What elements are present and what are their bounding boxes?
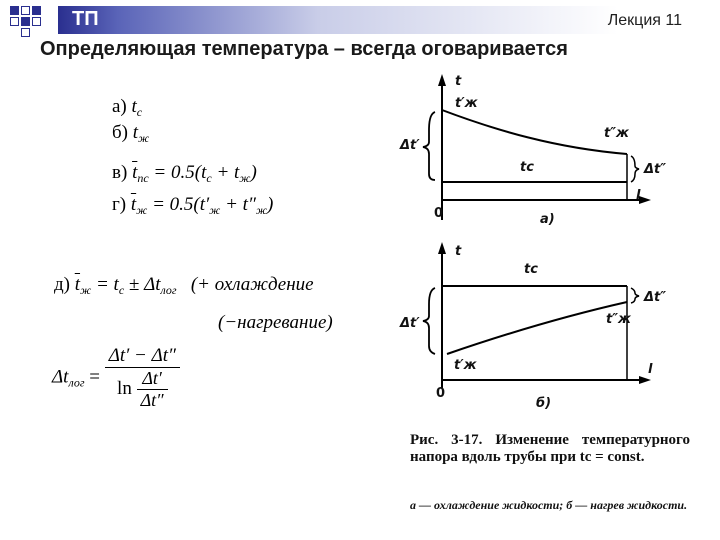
figure-caption-sub: а — охлаждение жидкости; б — нагрев жидкости.: [410, 498, 688, 512]
fig-b-origin: 0: [436, 386, 446, 401]
fig-a-t-in: t′ж: [455, 96, 478, 111]
fig-b-dt-in: Δt′: [400, 316, 420, 331]
header-bar: [58, 6, 688, 34]
fig-a-t-out: t″ж: [604, 126, 629, 141]
fig-a-l-axis: l: [636, 188, 641, 203]
section-title: ТП: [72, 8, 99, 30]
fig-a-label: а): [540, 212, 555, 227]
figure-b: [395, 238, 695, 408]
fig-a-origin: 0: [434, 206, 444, 221]
formula-v: в) $\overline{t}_{пс} = 0.5(t_c + t_ж)$: [112, 162, 257, 185]
page-title: Определяющая температура – всегда оговаривается: [40, 38, 568, 60]
fig-b-t-out: t″ж: [606, 312, 631, 327]
formula-a: а) $t_c$: [112, 96, 143, 119]
fig-b-dt-out: Δt″: [644, 290, 667, 305]
fig-a-wall: tс: [520, 160, 534, 175]
fluid-curve: [447, 302, 627, 354]
fluid-curve: [442, 110, 627, 154]
formula-g: г) $\overline{t}_ж = 0.5(t'_ж + t''_ж)$: [112, 194, 274, 217]
fig-b-label: б): [536, 396, 552, 411]
fig-a-t-axis: t: [455, 74, 462, 89]
figure-caption: Рис. 3-17. Изменение температурного напора вдоль трубы при tс = const.: [410, 432, 690, 465]
fig-b-l-axis: l: [648, 362, 653, 377]
formula-b: б) $t_ж$: [112, 122, 150, 145]
fig-b-t-axis: t: [455, 244, 462, 259]
fig-a-dt-in: Δt′: [400, 138, 420, 153]
fig-b-t-in: t′ж: [454, 358, 477, 373]
formula-d: д) $\overline{t}_ж = t_c \pm \Delta t_{лог}$ (+ охлаждение: [54, 274, 314, 297]
lecture-label: Лекция 11: [607, 12, 682, 29]
formula-d-note: (−нагревание): [218, 312, 333, 333]
fig-b-wall: tс: [524, 262, 538, 277]
fig-a-dt-out: Δt″: [644, 162, 667, 177]
formula-log: $\Delta t_{лог}$ = Δt′ − Δt″ ln $\frac{\Delta t'}{\Delta t''}$: [52, 345, 180, 411]
